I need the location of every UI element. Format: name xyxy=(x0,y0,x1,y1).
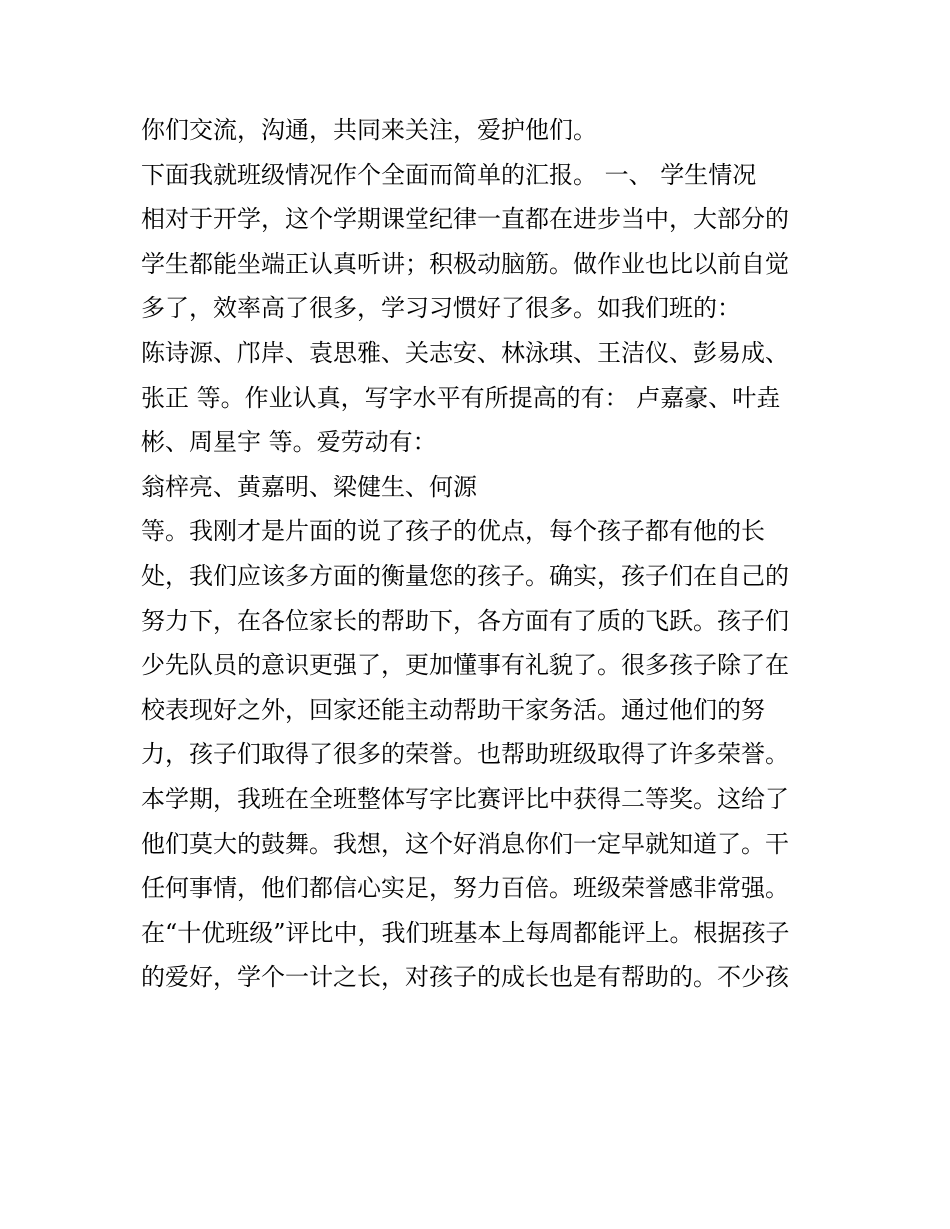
text-line: 校表现好之外，回家还能主动帮助干家务活。通过他们的努 xyxy=(141,695,765,724)
text-line: 他们莫大的鼓舞。我想，这个好消息你们一定早就知道了。干 xyxy=(141,829,789,858)
text-line: 力，孩子们取得了很多的荣誉。也帮助班级取得了许多荣誉。 xyxy=(141,740,789,769)
text-line: 相对于开学，这个学期课堂纪律一直都在进步当中，大部分的 xyxy=(141,205,789,234)
text-line: 等。我刚才是片面的说了孩子的优点，每个孩子都有他的长 xyxy=(141,517,765,546)
text-line: 多了，效率高了很多，学习习惯好了很多。如我们班的： xyxy=(141,294,741,323)
text-line: 翁梓亮、黄嘉明、梁健生、何源 xyxy=(141,472,477,501)
text-line: 你们交流，沟通，共同来关注，爱护他们。 xyxy=(141,116,597,144)
text-line: 少先队员的意识更强了，更加懂事有礼貌了。很多孩子除了在 xyxy=(141,651,789,680)
text-line: 下面我就班级情况作个全面而简单的汇报。 一、 学生情况 xyxy=(141,160,757,189)
text-line: 任何事情，他们都信心实足，努力百倍。班级荣誉感非常强。 xyxy=(141,874,789,903)
text-line: 彬、周星宇 等。爱劳动有： xyxy=(141,428,437,457)
text-line: 本学期，我班在全班整体写字比赛评比中获得二等奖。这给了 xyxy=(141,784,789,813)
text-line: 在“十优班级”评比中，我们班基本上每周都能评上。根据孩子 xyxy=(141,918,790,947)
text-line: 陈诗源、邝岸、袁思雅、关志安、林泳琪、王洁仪、彭易成、 xyxy=(141,338,789,367)
text-line: 张正 等。作业认真，写字水平有所提高的有： 卢嘉豪、叶垚 xyxy=(141,383,781,412)
text-line: 学生都能坐端正认真听讲；积极动脑筋。做作业也比以前自觉 xyxy=(141,249,789,278)
text-line: 的爱好，学个一计之长，对孩子的成长也是有帮助的。不少孩 xyxy=(141,963,789,992)
body-text xyxy=(141,108,821,1000)
text-line: 努力下，在各位家长的帮助下，各方面有了质的飞跃。孩子们 xyxy=(141,606,789,635)
text-line: 处，我们应该多方面的衡量您的孩子。确实，孩子们在自己的 xyxy=(141,561,789,590)
